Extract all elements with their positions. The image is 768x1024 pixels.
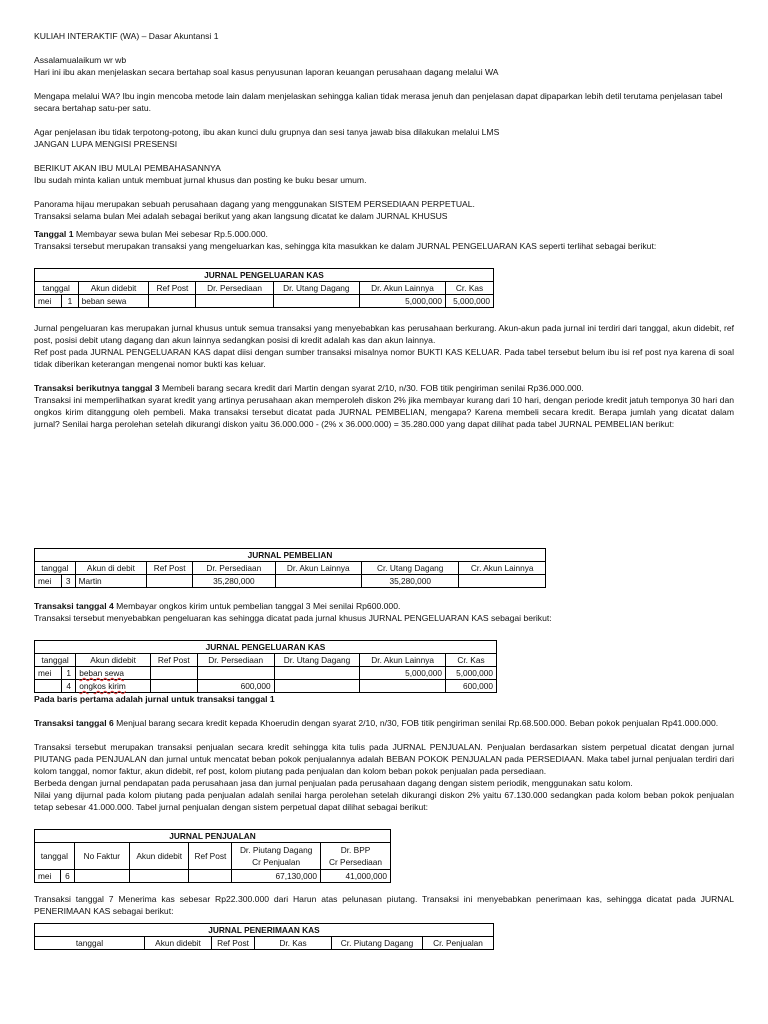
- jurnal-pengeluaran-kas-table-2: JURNAL PENGELUARAN KAS tanggal Akun didebit Ref Post Dr. Persediaan Dr. Utang Dagang Dr. Akun Lainnya Cr. Kas mei 1 beban sewa 5,000,000 5,000,000 4 ongkos kirim 600,000 600,000: [34, 640, 497, 693]
- company-intro: Panorama hijau merupakan sebuah perusahaan dagang yang menggunakan SISTEM PERSEDIAAN PERPETUAL.: [34, 199, 475, 209]
- table-row: mei 1 beban sewa 5,000,000 5,000,000: [35, 295, 494, 308]
- transaction-4-note: Pada baris pertama adalah jurnal untuk transaksi tanggal 1: [34, 694, 275, 704]
- why-paragraph: Mengapa melalui WA? Ibu ingin mencoba metode lain dalam menjelaskan sehingga kalian tidak merasa jenuh dan penjelasan dapat dipaparkan lebih detil terutama penjelasan tabel secara bertahap satu-per satu.: [34, 91, 723, 113]
- intro-paragraph: Hari ini ibu akan menjelaskan secara bertahap soal kasus penyusunan laporan keuangan perusahaan dagang melalui WA: [34, 67, 499, 77]
- transaction-6-desc-1: Transaksi tersebut merupakan transaksi penjualan secara kredit sehingga kita tulis pada JURNAL PENJUALAN. Penjualan berdasarkan sistem perpetual dicatat dengan jurnal PIUTANG pada PENJUALAN dan jurnal untuk mencatat beban pokok penjualannya adalah BEBAN POKOK PENJUALAN pada PERSEDIAAN. Maka tabel jurnal penjualan terdiri dari kolom tanggal, nomor faktur, akun didebit, ref post, kolom piutang pada penjualan dan kolom beban pokok penjualan pada persediaan.: [34, 742, 734, 776]
- transaction-3: Transaksi berikutnya tanggal 3 Membeli barang secara kredit dari Martin dengan syarat 2/10, n/30. FOB titik pengiriman senilai Rp36.000.000.: [34, 383, 584, 393]
- table-row: mei 1 beban sewa 5,000,000 5,000,000: [35, 667, 497, 680]
- transactions-intro: Transaksi selama bulan Mei adalah sebagai berikut yang akan langsung dicatat ke dalam JURNAL KHUSUS: [34, 211, 448, 221]
- table-header: tanggal: [35, 282, 79, 295]
- table-row: 4 ongkos kirim 600,000 600,000: [35, 680, 497, 693]
- transaction-6-desc-3: Nilai yang dijurnal pada kolom piutang pada penjualan adalah senilai harga perolehan setelah dikurangi diskon 2% yaitu 67.130.000 sedangkan pada kolom beban pokok penjualan tetap sebesar 41.000.000. Tabel jurnal penjualan dengan sistem perpetual dapat dilihat sebagai berikut:: [34, 790, 734, 812]
- table-header: Dr. Persediaan: [196, 282, 273, 295]
- jurnal-pembelian-table: JURNAL PEMBELIAN tanggal Akun di debit Ref Post Dr. Persediaan Dr. Akun Lainnya Cr. Utang Dagang Cr. Akun Lainnya mei 3 Martin 35,280,000 35,280,000: [34, 548, 546, 588]
- transaction-6: Transaksi tanggal 6 Menjual barang secara kredit kepada Khoerudin dengan syarat 2/10, n/30, FOB titik pengiriman senilai Rp.68.500.000. Beban pokok penjualan Rp41.000.000.: [34, 718, 719, 728]
- table-header: Dr. Utang Dagang: [273, 282, 359, 295]
- lms-paragraph: Agar penjelasan ibu tidak terpotong-potong, ibu akan kunci dulu grupnya dan sesi tanya jawab bisa dilakukan melalui LMS: [34, 127, 500, 137]
- table-title: JURNAL PENGELUARAN KAS: [35, 269, 494, 282]
- transaction-3-desc: Transaksi ini memperlihatkan syarat kredit yang artinya perusahaan akan memperoleh diskon 2% jika membayar kurang dari 10 hari, dengan periode kredit jatuh temponya 30 hari dan ongkos kirim ditanggung oleh pembeli. Maka transaksi tersebut dicatat pada JURNAL PEMBELIAN, mengapa? Karena membeli secara kredit. Berapa jumlah yang dicatat dalam jurnal? Senilai harga perolehan setelah dikurangi diskon yaitu 36.000.000 - (2% x 36.000.000) = 35.280.000 yang dapat dilihat pada tabel JURNAL PEMBELIAN berikut:: [34, 395, 734, 429]
- table-header: Ref Post: [149, 282, 196, 295]
- transaction-7: Transaksi tanggal 7 Menerima kas sebesar Rp22.300.000 dari Harun atas pelunasan piutang. Transaksi ini menyebabkan penerimaan kas, sehingga dicatat pada JURNAL PENERIMAAN KAS sebagai berikut:: [34, 894, 734, 916]
- document-header: KULIAH INTERAKTIF (WA) – Dasar Akuntansi 1: [34, 31, 219, 41]
- table-row: mei 3 Martin 35,280,000 35,280,000: [35, 575, 546, 588]
- jurnal-penjualan-table: JURNAL PENJUALAN tanggal No Faktur Akun didebit Ref Post Dr. Piutang Dagang Cr Penjualan Dr. BPP Cr Persediaan mei 6 67,130,000 41,000,000: [34, 829, 391, 883]
- table-header: Akun didebit: [78, 282, 149, 295]
- document-page: [34, 30, 734, 950]
- assignment-note: Ibu sudah minta kalian untuk membuat jurnal khusus dan posting ke buku besar umum.: [34, 175, 367, 185]
- transaction-6-desc-2: Berbeda dengan jurnal pendapatan pada perusahaan jasa dan jurnal penjualan pada perusahaan dagang dengan sistem periodik, menggunakan satu kolom.: [34, 778, 633, 788]
- transaction-1-date: Tanggal 1: [34, 229, 74, 239]
- table-header: Cr. Kas: [446, 282, 494, 295]
- greeting: Assalamualaikum wr wb: [34, 55, 127, 65]
- ref-post-explanation: Ref post pada JURNAL PENGELUARAN KAS dapat diisi dengan sumber transaksi misalnya nomor BUKTI KAS KELUAR. Pada tabel tersebut belum ibu isi ref post nya karena di soal tidak diberikan keterangan mengenai nomor bukti kas keluar.: [34, 347, 734, 369]
- presensi-reminder: JANGAN LUPA MENGISI PRESENSI: [34, 139, 178, 149]
- start-heading: BERIKUT AKAN IBU MULAI PEMBAHASANNYA: [34, 163, 221, 173]
- transaction-4-desc: Transaksi tersebut menyebabkan pengeluaran kas sehingga dicatat pada jurnal khusus JURNAL PENGELUARAN KAS sebagai berikut:: [34, 613, 552, 623]
- jurnal-penerimaan-kas-table: JURNAL PENERIMAAN KAS tanggal Akun didebit Ref Post Dr. Kas Cr. Piutang Dagang Cr. Penjualan: [34, 923, 494, 950]
- jurnal-pengeluaran-kas-table-1: [34, 268, 494, 308]
- transaction-1-desc: Transaksi tersebut merupakan transaksi yang mengeluarkan kas, sehingga kita masukkan ke dalam JURNAL PENGELUARAN KAS seperti terlihat sebagai berikut:: [34, 241, 657, 251]
- jpk-explanation: Jurnal pengeluaran kas merupakan jurnal khusus untuk semua transaksi yang menyebabkan kas perusahaan berkurang. Akun-akun pada jurnal ini terdiri dari tanggal, akun didebit, ref post, posisi debit utang dagang dan akun lainnya sedangkan posisi di kredit adalah kas dan akun lainnya.: [34, 323, 734, 345]
- table-row: mei 6 67,130,000 41,000,000: [35, 870, 391, 883]
- table-header: Dr. Akun Lainnya: [359, 282, 445, 295]
- transaction-1: Tanggal 1 Membayar sewa bulan Mei sebesar Rp.5.000.000.: [34, 229, 268, 239]
- transaction-4: Transaksi tanggal 4 Membayar ongkos kirim untuk pembelian tanggal 3 Mei senilai Rp600.000.: [34, 601, 401, 611]
